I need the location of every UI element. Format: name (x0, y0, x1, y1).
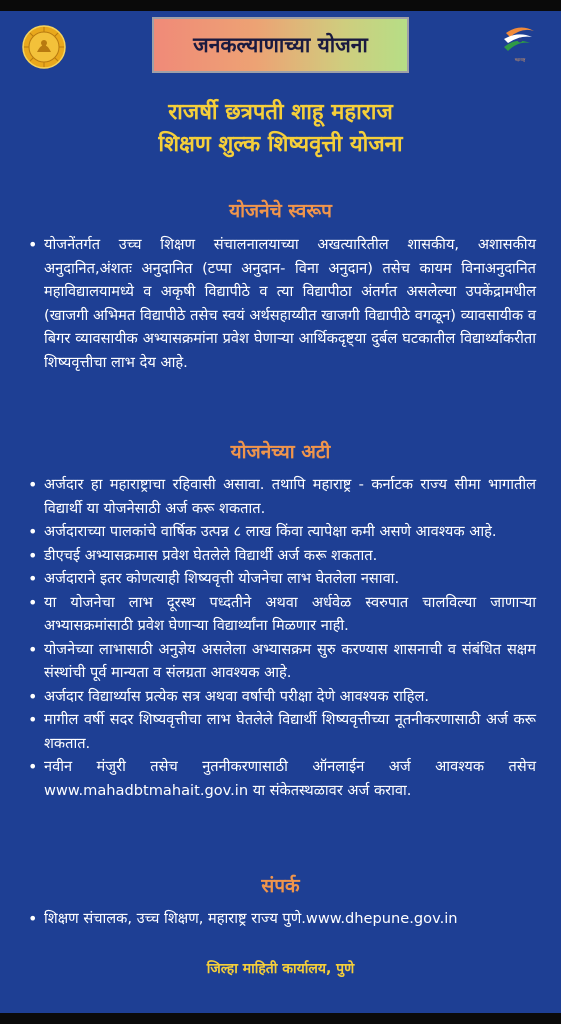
nature-section (26, 233, 536, 374)
page-title (0, 97, 561, 161)
list-item: • या योजनेचा लाभ दूरस्थ पध्दतीने अथवा अर्धवेळ स्वरुपात चालविल्या जाणाऱ्या अभ्यासक्रमांसाठी प्रवेश घेणाऱ्या विद्यार्थ्यांना मिळणार नाही. (26, 591, 536, 638)
contact-section (26, 907, 536, 931)
list-item: • अर्जदार हा महाराष्ट्राचा रहिवासी असावा. तथापि महाराष्ट्र - कर्नाटक राज्य सीमा भागातील विद्यार्थी या योजनेसाठी अर्ज करू शकतात. (26, 473, 536, 520)
scheme-poster (0, 11, 561, 1013)
brand-tagline: महाराष्ट्र (514, 57, 526, 62)
list-item: • मागील वर्षी सदर शिष्यवृत्तीचा लाभ घेतलेले विद्यार्थी शिष्यवृत्तीच्या नूतनीकरणासाठी अर्ज करू शकतात. (26, 708, 536, 755)
list-item: • अर्जदाराने इतर कोणत्याही शिष्यवृत्ती योजनेचा लाभ घेतलेला नसावा. (26, 567, 536, 591)
header-banner (152, 17, 409, 73)
list-item: • योजनेच्या लाभासाठी अनुज्ञेय असलेला अभ्यासक्रम सुरु करण्यास शासनाची व संबंधित सक्षम संस्थांची पूर्व मान्यता व संलग्रता आवश्यक आहे. (26, 638, 536, 685)
contact-list (26, 907, 536, 931)
contact-heading: संपर्क (261, 875, 300, 897)
list-item: • शिक्षण संचालक, उच्च शिक्षण, महाराष्ट्र राज्य पुणे.www.dhepune.gov.in (26, 907, 536, 931)
nature-list (26, 233, 536, 374)
banner-label: जनकल्याणाच्या योजना (193, 33, 368, 57)
list-item: • अर्जदार विद्यार्थ्यास प्रत्येक सत्र अथवा वर्षाची परीक्षा देणे आवश्यक राहिल. (26, 685, 536, 709)
conditions-heading: योजनेच्या अटी (230, 441, 331, 463)
nature-heading: योजनेचे स्वरूप (229, 200, 332, 222)
conditions-section (26, 473, 536, 802)
tricolor-swoosh-icon (496, 23, 544, 57)
maharashtra-seal-icon (22, 25, 66, 69)
list-item: • योजनेंतर्गत उच्च शिक्षण संचालनालयाच्या अखत्यारितील शासकीय, अशासकीय अनुदानित,अंशतः अनुदानित (टप्पा अनुदान- विना अनुदान) तसेच कायम विनाअनुदानित महाविद्यालयामध्ये व अकृषी विद्यापीठे व त्या विद्यापीठा अंतर्गत असलेल्या उपकेंद्रामधील (खाजगी अभिमत विद्यापीठे तसेच स्वयं अर्थसहाय्यीत खाजगी विद्यापीठे वगळून) व्यावसायीक व बिगर व्यावसायीक अभ्यासक्रमांना प्रवेश घेणाऱ्या आर्थिकदृष्ट्या दुर्बल घटकातील विद्यार्थ्यांकरीता शिष्यवृत्तीचा लाभ देय आहे. (26, 233, 536, 374)
list-item: • डीएचई अभ्यासक्रमास प्रवेश घेतलेले विद्यार्थी अर्ज करू शकतात. (26, 544, 536, 568)
conditions-list (26, 473, 536, 802)
footer-credit: जिल्हा माहिती कार्यालय, पुणे (206, 961, 355, 977)
title-line-1: राजर्षी छत्रपती शाहू महाराज (168, 100, 393, 125)
brand-logo (496, 23, 544, 67)
list-item: • अर्जदाराच्या पालकांचे वार्षिक उत्पन्न ८ लाख किंवा त्यापेक्षा कमी असणे आवश्यक आहे. (26, 520, 536, 544)
list-item: • नवीन मंजुरी तसेच नुतनीकरणासाठी ऑनलाईन अर्ज आवश्यक तसेच www.mahadbtmahait.gov.in या संकेतस्थळावर अर्ज करावा. (26, 755, 536, 802)
title-line-2: शिक्षण शुल्क शिष्यवृत्ती योजना (158, 132, 403, 157)
